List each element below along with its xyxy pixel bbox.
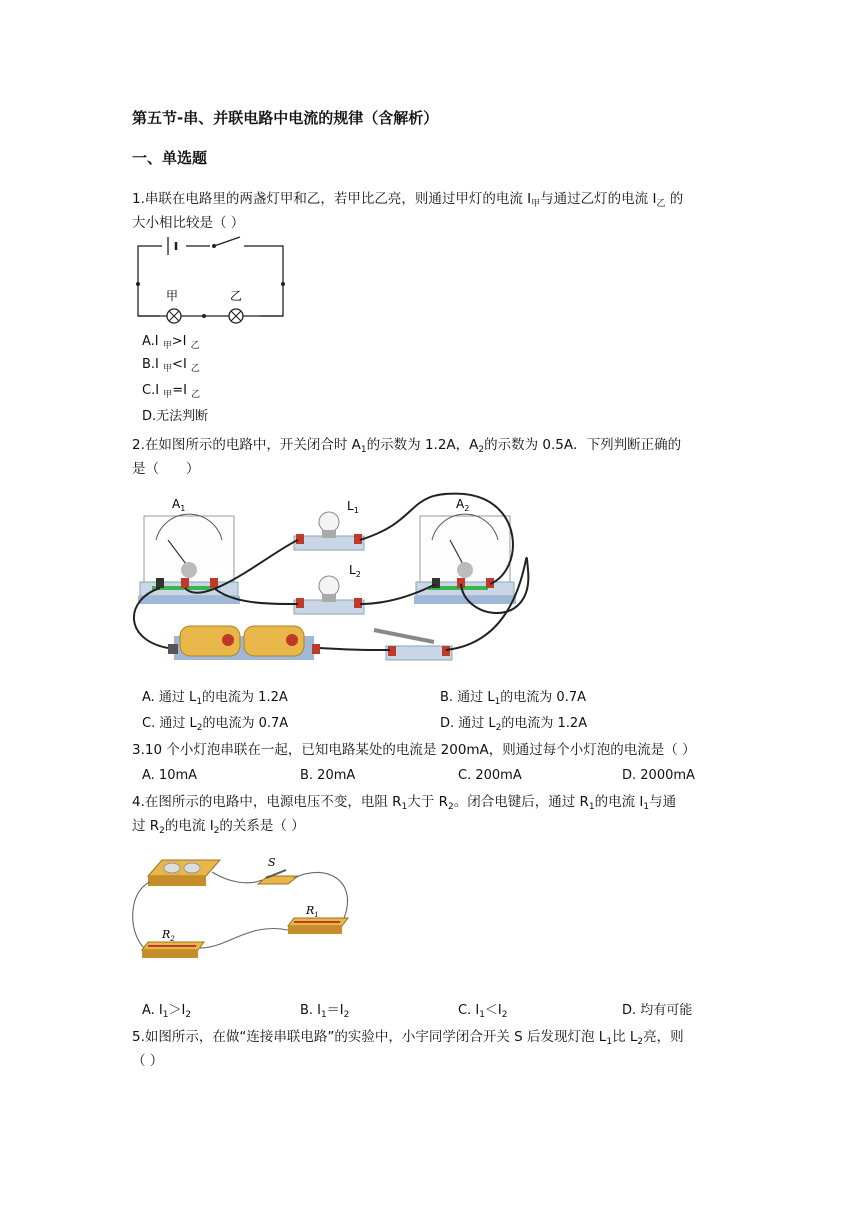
- q2-option-b[interactable]: B. 通过 $L_1$的电流为 0.7A: [440, 690, 586, 707]
- battery-pack: [168, 626, 320, 660]
- q1-option-a[interactable]: A.I $_甲$>I $_乙$: [142, 334, 200, 351]
- q3-option-b[interactable]: B. 20mA: [300, 768, 356, 783]
- q3-option-d[interactable]: D. 2000mA: [622, 768, 695, 783]
- battery-holder: [148, 860, 220, 886]
- q2-label-a1: $A_1$: [172, 497, 186, 513]
- lamp-l1: [294, 499, 364, 550]
- q1-label-yi: 乙: [230, 289, 243, 303]
- q4-circuit-figure: [128, 852, 354, 974]
- q4-option-b[interactable]: B. $I_1=I_2$: [300, 1003, 350, 1020]
- section-heading: 一、单选题: [132, 149, 208, 167]
- q2-label-l1: $L_1$: [347, 499, 359, 515]
- q1-option-d[interactable]: D.无法判断: [142, 409, 209, 424]
- lamp-l2: [294, 563, 364, 614]
- q2-option-a[interactable]: A. 通过 $L_1$的电流为 1.2A: [142, 690, 288, 707]
- q1-option-c[interactable]: C.I $_甲$=I $_乙$: [142, 383, 201, 400]
- q3-stem: 3.10 个小灯泡串联在一起，已知电路某处的电流是 200mA，则通过每个小灯泡的电流是（ ）: [132, 742, 696, 758]
- q2-option-d[interactable]: D. 通过 $L_2$的电流为 1.2A: [440, 716, 588, 733]
- q2-label-a2: $A_2$: [456, 497, 470, 513]
- q4-stem-line1: 4.在图所示的电路中，电源电压不变，电阻 $R_1$大于 $R_2$。闭合电键后，通过 $R_1$的电流 $I_1$与通: [132, 794, 677, 812]
- page-title: 第五节-串、并联电路中电流的规律（含解析）: [132, 109, 439, 127]
- q4-option-a[interactable]: A. $I_1>I_2$: [142, 1003, 192, 1020]
- q4-label-s: S: [268, 856, 276, 869]
- q4-stem-line2: 过 $R_2$的电流 $I_2$的关系是（ ）: [132, 818, 305, 836]
- q4-label-r2: $R_2$: [162, 928, 175, 943]
- q1-stem-line1: 1.串联在电路里的两盏灯甲和乙，若甲比乙亮，则通过甲灯的电流 $I_甲$与通过乙灯的电流 $I_乙$ 的: [132, 191, 684, 209]
- q2-stem-line2: 是（ ）: [132, 461, 200, 477]
- q3-option-c[interactable]: C. 200mA: [458, 768, 522, 783]
- q2-option-c[interactable]: C. 通过 $L_2$的电流为 0.7A: [142, 716, 289, 733]
- q1-option-b[interactable]: B.I $_甲$<I $_乙$: [142, 357, 200, 374]
- ammeter-a1: [138, 497, 240, 604]
- q5-stem-line2: （ ）: [132, 1053, 164, 1069]
- q3-option-a[interactable]: A. 10mA: [142, 768, 198, 783]
- q4-option-d[interactable]: D. 均有可能: [622, 1003, 693, 1018]
- q2-circuit-figure: [124, 490, 534, 676]
- q1-circuit-figure: [132, 234, 292, 330]
- q1-stem-line2: 大小相比较是（ ）: [132, 215, 245, 231]
- q2-label-l2: $L_2$: [349, 563, 361, 579]
- q2-stem-line1: 2.在如图所示的电路中，开关闭合时 $A_1$的示数为 1.2A，$A_2$的示数为 0.5A．下列判断正确的: [132, 437, 682, 455]
- q4-label-r1: $R_1$: [306, 904, 319, 919]
- resistor-r1: [288, 904, 348, 934]
- q5-stem-line1: 5.如图所示，在做“连接串联电路”的实验中，小宇同学闭合开关 S 后发现灯泡 $L_1$比 $L_2$亮，则: [132, 1029, 684, 1047]
- switch: [374, 630, 452, 660]
- resistor-r2: [142, 928, 204, 958]
- switch-s: [258, 856, 298, 884]
- q4-option-c[interactable]: C. $I_1<I_2$: [458, 1003, 508, 1020]
- q1-label-jia: 甲: [166, 289, 179, 303]
